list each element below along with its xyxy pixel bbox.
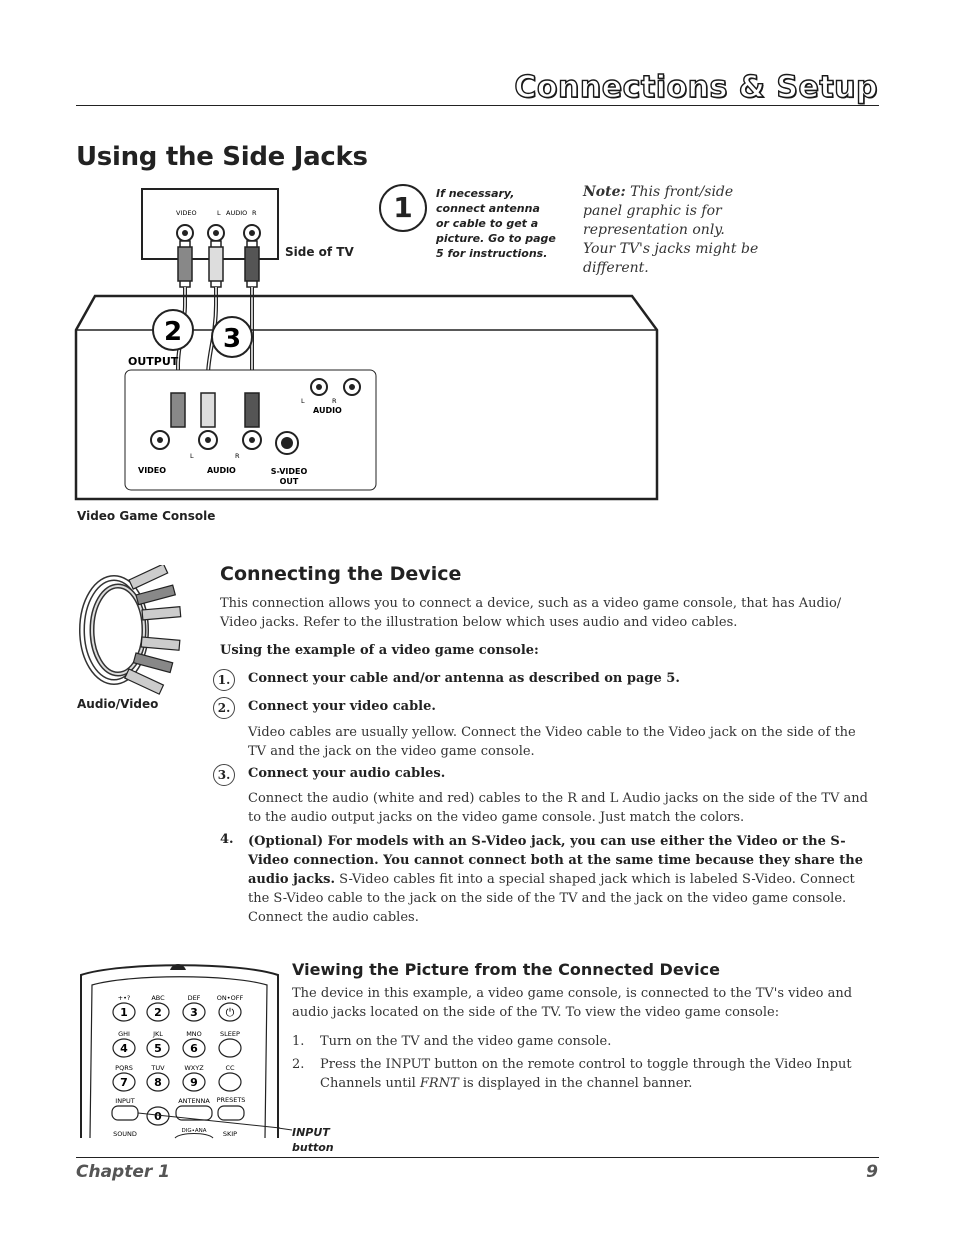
remote-key-9 <box>183 1064 205 1091</box>
skip-label: SKIP <box>222 1130 238 1138</box>
callout-1-text <box>436 186 556 261</box>
remote-key-7 <box>113 1064 135 1091</box>
remote-key-letters: GHI <box>118 1030 130 1038</box>
on-off-label: ON•OFF <box>216 994 244 1002</box>
sleep-button <box>219 1039 241 1057</box>
presets-label: PRESETS <box>216 1096 246 1104</box>
console-label-out: OUT <box>279 477 299 486</box>
callout-2-icon <box>153 310 193 350</box>
cable-caption: Audio/Video <box>77 697 159 711</box>
console-jack-video <box>151 431 169 449</box>
remote-key-6 <box>183 1030 205 1057</box>
diagram-caption: Video Game Console <box>77 509 216 523</box>
console-jack-audio-l <box>311 379 327 395</box>
viewing-step-2-em: FRNT <box>419 1076 459 1091</box>
viewing-step-2-part-b: is displayed in the channel banner. <box>458 1076 693 1091</box>
console-jack-audio-r <box>344 379 360 395</box>
callout-3-icon <box>212 317 252 357</box>
viewing-step-2-text <box>320 1055 875 1093</box>
side-label-video: VIDEO <box>176 209 197 217</box>
step-number: 3. <box>213 764 235 786</box>
remote-key-letters: ABC <box>151 994 165 1002</box>
remote-key-number: 6 <box>190 1042 198 1055</box>
callout-1-line: If necessary, <box>436 187 515 200</box>
cc-label: CC <box>225 1064 235 1072</box>
footer-chapter: Chapter 1 <box>76 1162 171 1182</box>
remote-key-number: 3 <box>190 1006 198 1019</box>
viewing-step-1-text: Turn on the TV and the video game console. <box>320 1034 612 1049</box>
step-4-title: (Optional) For models with an S-Video jack, you can use either the Video or the S-Video connection. You cannot connect both at the same time because they share the audio jacks. <box>248 834 863 887</box>
remote-key-number: 7 <box>120 1076 128 1089</box>
note-line: This front/side <box>630 184 734 200</box>
step-2-title: Connect your video cable. <box>248 699 436 714</box>
side-jack-l <box>208 225 224 241</box>
console-jack-r <box>243 431 261 449</box>
sound-label: SOUND <box>113 1130 137 1138</box>
step-2-body: Video cables are usually yellow. Connect the Video cable to the Video jack on the side of the TV and the jack on the video game console. <box>248 725 856 759</box>
console-jack-l <box>199 431 217 449</box>
step-4-body: S-Video cables fit into a special shaped jack which is labeled S-Video. Connect the S-Video cable to the jack on the side of the TV and the jack on the video game console. Connect the audio cables. <box>248 872 855 925</box>
connecting-title: Connecting the Device <box>220 563 462 585</box>
side-jack-video <box>177 225 193 241</box>
header-rule <box>76 105 879 106</box>
remote-key-letters: MNO <box>186 1030 202 1038</box>
callout-1-number: 1 <box>393 191 413 224</box>
footer-rule <box>76 1157 879 1158</box>
note-line: Your TV's jacks might be <box>583 241 759 257</box>
cc-button <box>219 1073 241 1091</box>
step-1-title: Connect your cable and/or antenna as described on page 5. <box>248 671 680 686</box>
remote-control-illustration <box>80 960 280 1140</box>
console-label-audio-out: AUDIO <box>313 406 342 415</box>
input-button <box>112 1106 138 1120</box>
viewing-title: Viewing the Picture from the Connected Device <box>292 960 720 979</box>
remote-key-number: 4 <box>120 1042 128 1055</box>
step-3-badge <box>213 764 235 786</box>
step-4-number: 4. <box>220 832 234 847</box>
presets-button <box>218 1106 244 1120</box>
remote-key-number: 9 <box>190 1076 198 1089</box>
input-label: INPUT <box>115 1097 135 1105</box>
step-4-text <box>248 832 873 927</box>
svg-text:⏻: ⏻ <box>225 1006 235 1019</box>
viewing-step-2-number: 2. <box>292 1057 305 1072</box>
input-callout-line-1: INPUT <box>292 1126 330 1139</box>
connecting-intro: This connection allows you to connect a device, such as a video game console, that has Audio/ Video jacks. Refer to the illustration below which uses audio and video cables. <box>220 596 842 630</box>
side-label-r: R <box>252 209 257 217</box>
connection-diagram <box>70 175 670 535</box>
section-title: Using the Side Jacks <box>76 142 368 172</box>
output-label: OUTPUT <box>128 355 179 368</box>
example-heading: Using the example of a video game console: <box>220 643 539 658</box>
step-3-body: Connect the audio (white and red) cables to the R and L Audio jacks on the side of the TV and to the audio output jacks on the video game console. Just match the colors. <box>248 791 869 825</box>
callout-1-line: connect antenna <box>436 202 540 215</box>
console-label-audio-l: L <box>301 397 305 405</box>
viewing-step-2-part-a: Press the INPUT button on the remote control to toggle through the Video Input Channels until <box>320 1057 852 1091</box>
note-line: different. <box>583 260 649 276</box>
side-label-audio: AUDIO <box>226 209 248 217</box>
note-line: representation only. <box>583 222 725 238</box>
side-jack-r <box>244 225 260 241</box>
remote-key-letters: TUV <box>151 1064 165 1072</box>
remote-key-number: 5 <box>154 1042 162 1055</box>
side-label-l: L <box>217 209 221 217</box>
callout-2-number: 2 <box>163 317 183 347</box>
step-1-badge <box>213 669 235 691</box>
console-label-l: L <box>190 452 194 460</box>
console-plugs <box>171 393 259 427</box>
console-label-audio-r: R <box>332 397 337 405</box>
step-number: 2. <box>213 697 235 719</box>
console-label-audio: AUDIO <box>207 466 236 475</box>
callout-1-icon <box>379 184 427 232</box>
remote-keypad <box>113 994 205 1091</box>
viewing-intro: The device in this example, a video game console, is connected to the TV's video and audio jacks located on the side of the TV. To view the video game console: <box>292 986 853 1020</box>
remote-key-number: 2 <box>154 1006 162 1019</box>
av-cable-illustration <box>74 565 194 695</box>
diagram-note <box>583 183 758 278</box>
console-label-r: R <box>235 452 240 460</box>
callout-3-number: 3 <box>222 324 242 354</box>
console-jack-svideo <box>276 432 298 454</box>
remote-key-letters: WXYZ <box>184 1064 204 1072</box>
on-off-button <box>219 1003 241 1021</box>
callout-1-line: 5 for instructions. <box>436 247 548 260</box>
console-label-svideo: S-VIDEO <box>270 467 308 476</box>
remote-key-number: 1 <box>120 1006 128 1019</box>
note-line: panel graphic is for <box>583 203 722 219</box>
viewing-step-1-number: 1. <box>292 1034 305 1049</box>
input-callout-line-2: button <box>292 1141 334 1154</box>
step-number: 1. <box>213 669 235 691</box>
page-number: 9 <box>866 1162 878 1182</box>
remote-key-letters: PQRS <box>115 1064 133 1072</box>
zero-key: 0 <box>154 1110 162 1123</box>
remote-key-letters: DEF <box>187 994 201 1002</box>
remote-key-letters: +•? <box>117 994 131 1002</box>
header-title: Connections & Setup <box>514 70 878 105</box>
console-label-video: VIDEO <box>138 466 167 475</box>
step-3-title: Connect your audio cables. <box>248 766 446 781</box>
remote-key-number: 8 <box>154 1076 162 1089</box>
sleep-label: SLEEP <box>220 1030 240 1038</box>
step-2-badge <box>213 697 235 719</box>
dig-ana-label: DIG•ANA <box>181 1128 207 1134</box>
remote-key-letters: JKL <box>153 1030 163 1038</box>
side-of-tv-label: Side of TV <box>285 245 354 259</box>
callout-1-line: or cable to get a <box>436 217 539 230</box>
callout-1-line: picture. Go to page <box>436 232 556 245</box>
input-button-callout <box>292 1125 334 1155</box>
antenna-label: ANTENNA <box>178 1097 210 1105</box>
note-label: Note: <box>583 184 626 200</box>
